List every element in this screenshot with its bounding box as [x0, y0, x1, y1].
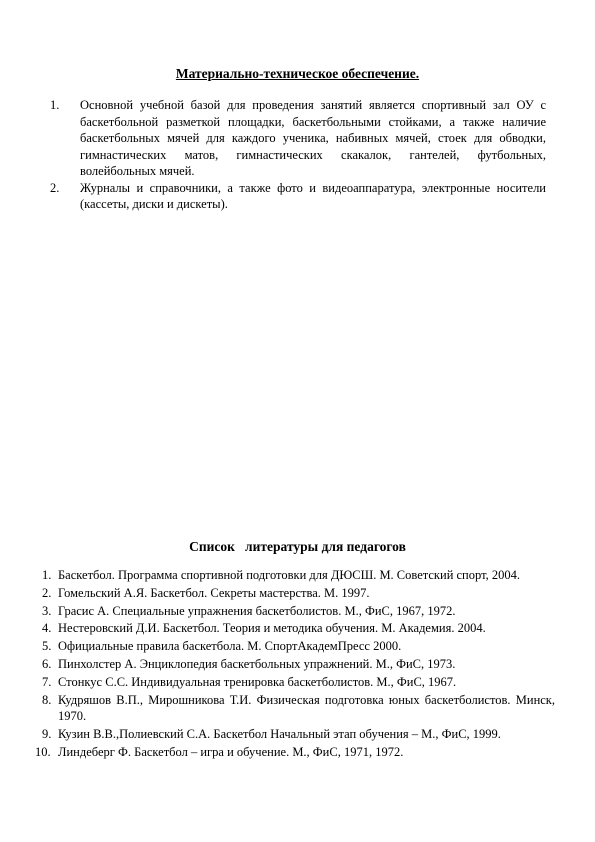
- list-item: [42, 692, 555, 725]
- list-item-text: Нестеровский Д.И. Баскетбол. Теория и методика обучения. М. Академия. 2004.: [58, 621, 486, 636]
- list-item-number: 9.: [42, 726, 52, 741]
- list-item: [42, 585, 555, 602]
- section-title-materials: Материально-техническое обеспечение.: [175, 66, 420, 81]
- list-item-text: Основной учебной базой для проведения занятий является спортивный зал ОУ с баскетбольной разметкой площадки, баскетбольными стойками, а также наличие баскетбольных мячей для каждого ученика, набивных мячей, стоек для обводки, гимнастических матов, гимнастических скакалок, гантелей, футбольных, волейбольных мячей.: [80, 98, 546, 178]
- list-item-text: Пинхолстер А. Энциклопедия баскетбольных упражнений. М., ФиС, 1973.: [58, 656, 456, 671]
- list-item-number: 7.: [42, 674, 52, 689]
- list-item-number: 2.: [42, 585, 52, 600]
- list-item-number: 1.: [50, 98, 60, 112]
- list-item-text: Стонкус С.С. Индивидуальная тренировка баскетболистов. М., ФиС, 1967.: [58, 674, 457, 689]
- list-item: [35, 744, 555, 761]
- list-item-text: Баскетбол. Программа спортивной подготовки для ДЮСШ. М. Советский спорт, 2004.: [58, 568, 520, 582]
- list-item: [42, 638, 555, 655]
- list-item-number: 10.: [35, 744, 51, 759]
- list-item-text: Журналы и справочники, а также фото и видеоаппаратура, электронные носители (кассеты, диски и дискеты).: [80, 180, 546, 211]
- list-item: [42, 620, 555, 637]
- list-item-number: 4.: [42, 621, 52, 636]
- list-item: [50, 97, 546, 180]
- list-item-text: Кузин В.В.,Полиевский С.А. Баскетбол Начальный этап обучения – М., ФиС, 1999.: [58, 726, 501, 741]
- list-item-text: Линдеберг Ф. Баскетбол – игра и обучение. М., ФиС, 1971, 1972.: [58, 744, 404, 759]
- list-item-number: 5.: [42, 639, 52, 654]
- section-title-literature: Список литературы для педагогов: [189, 539, 406, 554]
- list-item-text: Гомельский А.Я. Баскетбол. Секреты мастерства. М. 1997.: [58, 585, 370, 600]
- list-item-number: 6.: [42, 656, 52, 671]
- list-item-text: Кудряшов В.П., Мирошникова Т.И. Физическая подготовка юных баскетболистов. Минск, 1970.: [58, 692, 555, 724]
- list-item-number: 1.: [42, 568, 52, 582]
- materials-list: [50, 97, 546, 213]
- list-item-number: 2.: [50, 180, 60, 195]
- list-item: [42, 656, 555, 673]
- list-item: [42, 567, 555, 584]
- list-item-text: Официальные правила баскетбола. М. СпортАкадемПресс 2000.: [58, 639, 402, 654]
- list-item: [50, 180, 546, 213]
- list-item-text: Грасис А. Специальные упражнения баскетболистов. М., ФиС, 1967, 1972.: [58, 603, 456, 618]
- literature-list: [35, 567, 555, 761]
- list-item: [42, 674, 555, 691]
- list-item: [42, 603, 555, 620]
- list-item-number: 3.: [42, 603, 52, 618]
- list-item: [42, 726, 555, 743]
- list-item-number: 8.: [42, 692, 52, 707]
